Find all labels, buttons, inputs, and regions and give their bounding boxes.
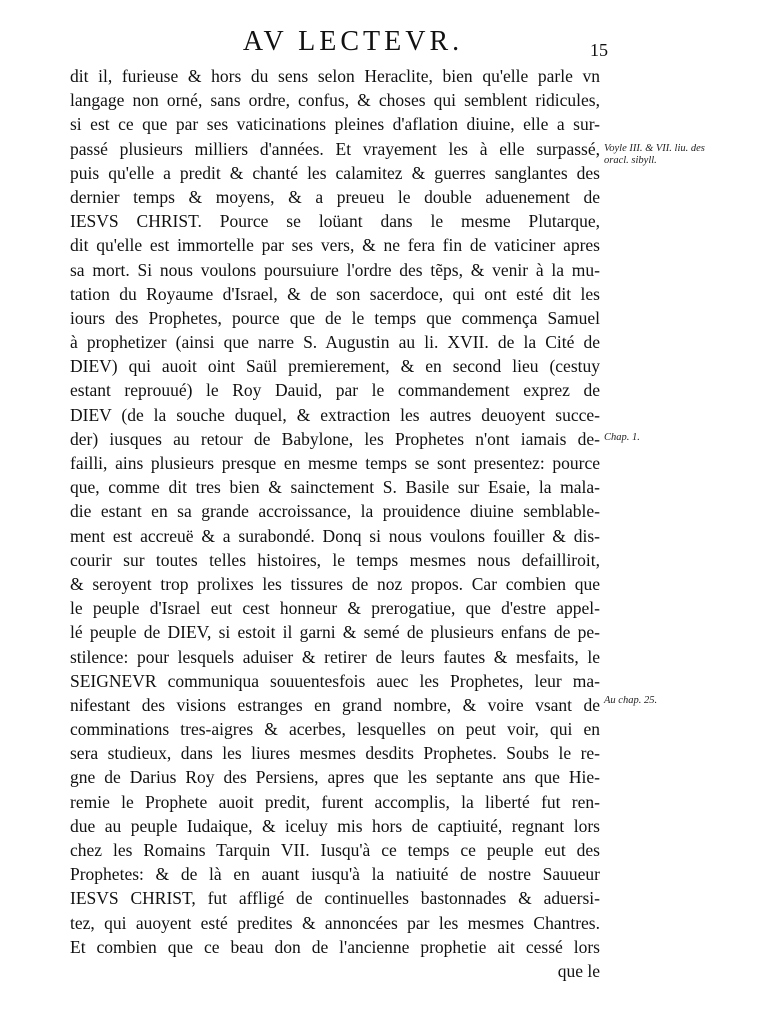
text-line: due au peuple Iudaique, & iceluy mis hors de captiuité, regnant lors	[70, 815, 600, 836]
text-line: langage non orné, sans ordre, confus, & choses qui semblent ridicules,	[70, 90, 600, 111]
text-line: dit qu'elle est immortelle par ses vers, & ne fera fin de vaticiner apres	[70, 235, 600, 256]
text-line: remie le Prophete auoit predit, furent accomplis, la liberté fut ren-	[70, 791, 600, 812]
text-line: Prophetes: & de là en auant iusqu'à la natiuité de nostre Sauueur	[70, 864, 600, 885]
margin-note: Au chap. 25.	[604, 695, 658, 706]
text-line: DIEV) qui auoit oint Saül premierement, & en second lieu (cestuy	[70, 356, 600, 377]
text-line: que, comme dit tres bien & sainctement S. Basile sur Esaie, la mala-	[70, 477, 600, 498]
text-line: sera studieux, dans les liures mesmes desdits Prophetes. Soubs le re-	[70, 743, 600, 764]
text-line: puis qu'elle a predit & chanté les calamitez & guerres sanglantes des	[70, 162, 600, 183]
text-line: Et combien que ce beau don de l'ancienne prophetie ait cessé lors	[70, 936, 600, 957]
text-line: iours des Prophetes, pource que de le temps que commença Samuel	[70, 307, 600, 328]
catchword: que le	[557, 960, 600, 981]
text-line: tation du Royaume d'Israel, & de son sacerdoce, qui ont esté dit les	[70, 283, 600, 304]
text-line: ment est accreuë & a surabondé. Donq si nous voulons fouiller & dis-	[70, 525, 600, 546]
text-line: comminations tres-aigres & acerbes, lesquelles on peut voir, qui en	[70, 719, 600, 740]
text-line: der) iusques au retour de Babylone, les Prophetes n'ont iamais de-	[70, 428, 600, 449]
text-line: estant reprouué) le Roy Dauid, par le commandement exprez de	[70, 380, 600, 401]
text-line: sa mort. Si nous voulons poursuiure l'ordre des tẽps, & venir à la mu-	[70, 259, 600, 280]
page-number: 15	[590, 40, 608, 60]
text-line: à prophetizer (ainsi que narre S. Augustin au li. XVII. de la Cité de	[70, 332, 600, 353]
margin-note: Voyle III. & VII. liu. des oracl. sibyll.	[604, 143, 705, 166]
text-line: tez, qui auoyent esté predites & annoncées par les mesmes Chantres.	[70, 912, 600, 933]
text-line: IESVS CHRIST. Pource se loüant dans le mesme Plutarque,	[70, 211, 600, 232]
text-line: passé plusieurs milliers d'années. Et vrayement les à elle surpassé,	[70, 138, 600, 159]
text-line: le peuple d'Israel eut cest honneur & prerogatiue, que d'estre appel-	[70, 598, 600, 619]
body-text	[70, 64, 600, 983]
margin-note: Chap. 1.	[604, 432, 640, 443]
text-line: chez les Romains Tarquin VII. Iusqu'à ce temps ce peuple eut des	[70, 840, 600, 860]
text-line: courir sur toutes telles histoires, le temps mesmes nous defailliroit,	[70, 549, 600, 570]
text-line: dit il, furieuse & hors du sens selon Heraclite, bien qu'elle parle vn	[70, 66, 600, 86]
text-line: gne de Darius Roy des Persiens, apres que les septante ans que Hie-	[70, 767, 600, 788]
text-line: si est ce que par ses vaticinations pleines d'aflation diuine, elle a sur-	[70, 114, 600, 135]
text-line: die estant en sa grande accroissance, la prouidence diuine semblable-	[70, 501, 600, 522]
text-line: dernier temps & moyens, & a preueu le double aduenement de	[70, 186, 600, 207]
text-line: IESVS CHRIST, fut affligé de continuelles bastonnades & aduersi-	[70, 888, 600, 909]
text-line: stilence: pour lesquels aduiser & retirer de leurs fautes & mesfaits, le	[70, 646, 600, 667]
text-line: SEIGNEVR communiqua souuentesfois auec les Prophetes, leur ma-	[70, 670, 600, 691]
text-line: lé peuple de DIEV, si estoit il garni & semé de plusieurs enfans de pe-	[70, 622, 600, 643]
text-line: nifestant des visions estranges en grand nombre, & voire vsant de	[70, 694, 600, 715]
text-line: DIEV (de la souche duquel, & extraction les autres deuoyent succe-	[70, 404, 600, 425]
running-head: AV LECTEVR.	[242, 26, 464, 57]
text-line: failli, ains plusieurs presque en mesme temps se sont presentez: pource	[70, 453, 600, 473]
text-line: & seroyent trop prolixes les tissures de noz propos. Car combien que	[70, 573, 600, 594]
